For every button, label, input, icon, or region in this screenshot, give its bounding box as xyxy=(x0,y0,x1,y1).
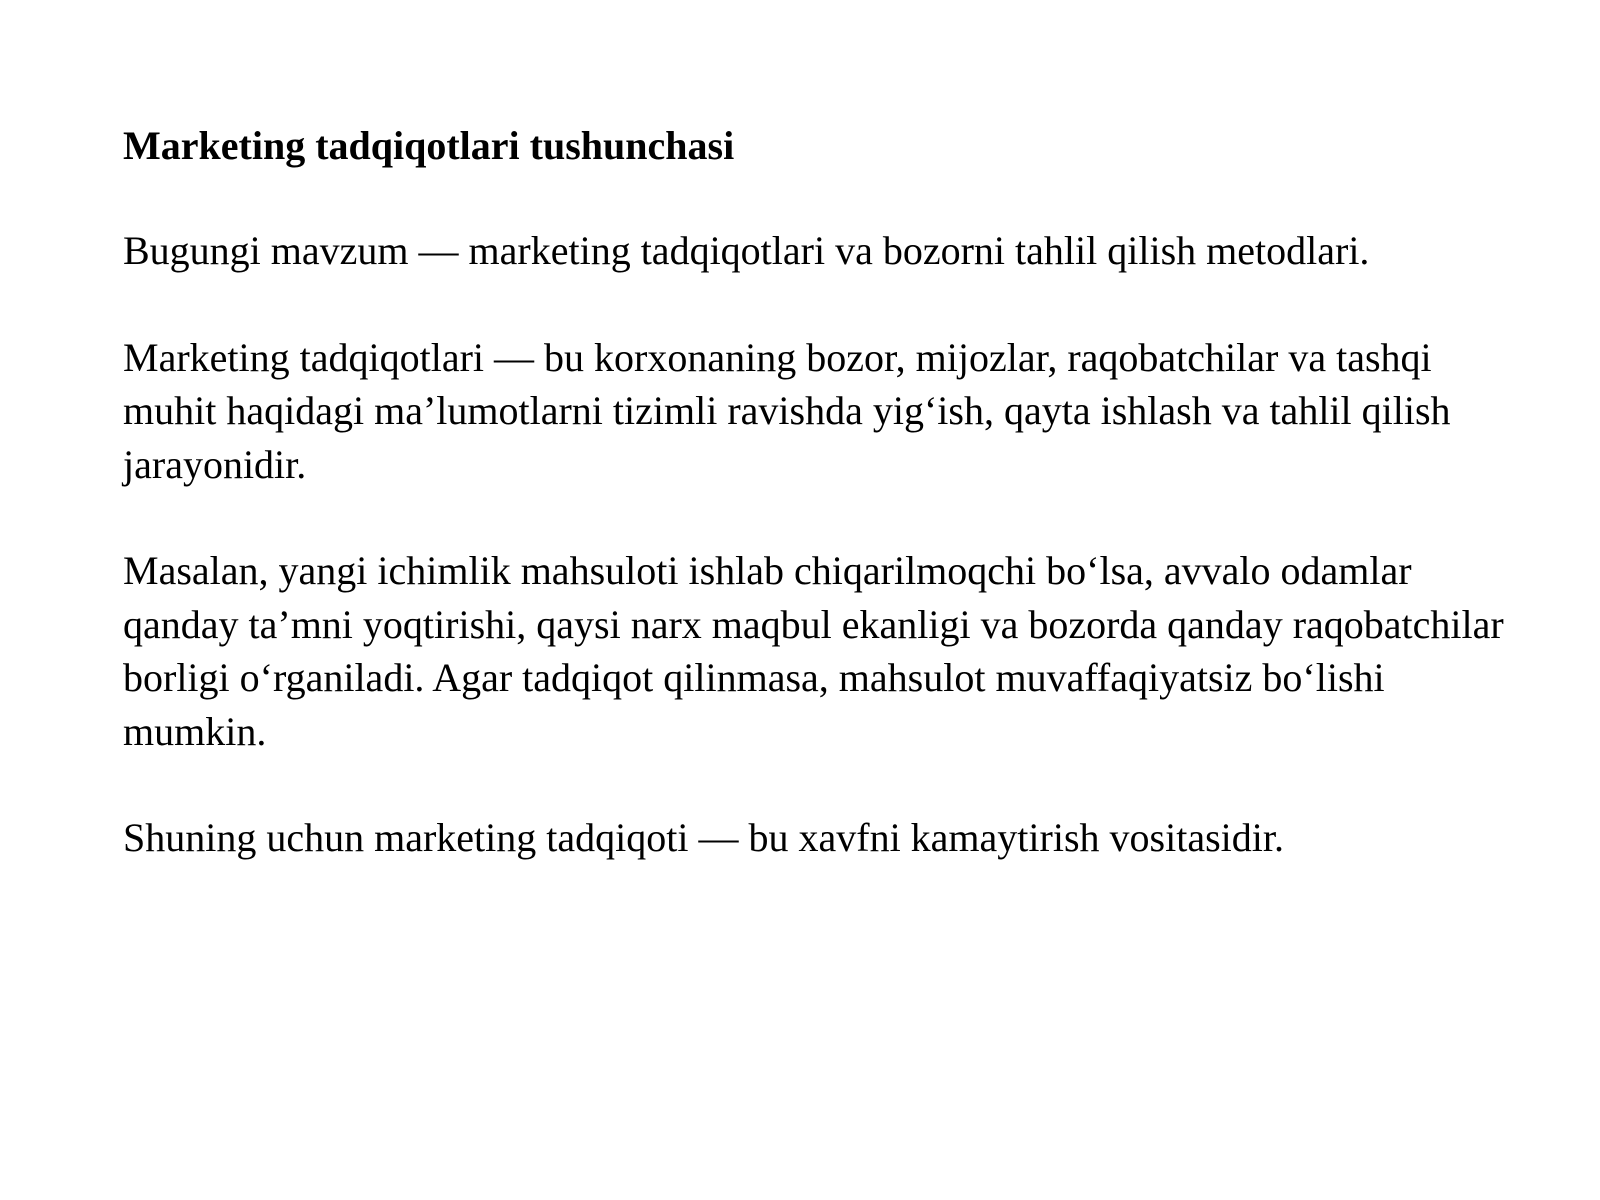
paragraph-definition: Marketing tadqiqotlari — bu korxonaning bozor, mijozlar, raqobatchilar va tashqi muhit haqidagi ma’lumotlarni tizimli ravishda yig‘ish, qayta ishlash va tahlil qilish jarayonidir. xyxy=(123,334,1451,487)
paragraph-example: Masalan, yangi ichimlik mahsuloti ishlab chiqarilmoqchi bo‘lsa, avvalo odamlar qanday ta’mni yoqtirishi, qaysi narx maqbul ekanligi va bozorda qanday raqobatchilar borligi o‘rganiladi. Agar tadqiqot qilinmasa, mahsulot muvaffaqiyatsiz bo‘lishi mumkin. xyxy=(123,548,1504,754)
document-body xyxy=(123,118,1523,865)
paragraph-conclusion: Shuning uchun marketing tadqiqoti — bu xavfni kamaytirish vositasidir. xyxy=(123,815,1284,860)
document-title: Marketing tadqiqotlari tushunchasi xyxy=(123,123,735,168)
paragraph-topic: Bugungi mavzum — marketing tadqiqotlari va bozorni tahlil qilish metodlari. xyxy=(123,228,1370,273)
